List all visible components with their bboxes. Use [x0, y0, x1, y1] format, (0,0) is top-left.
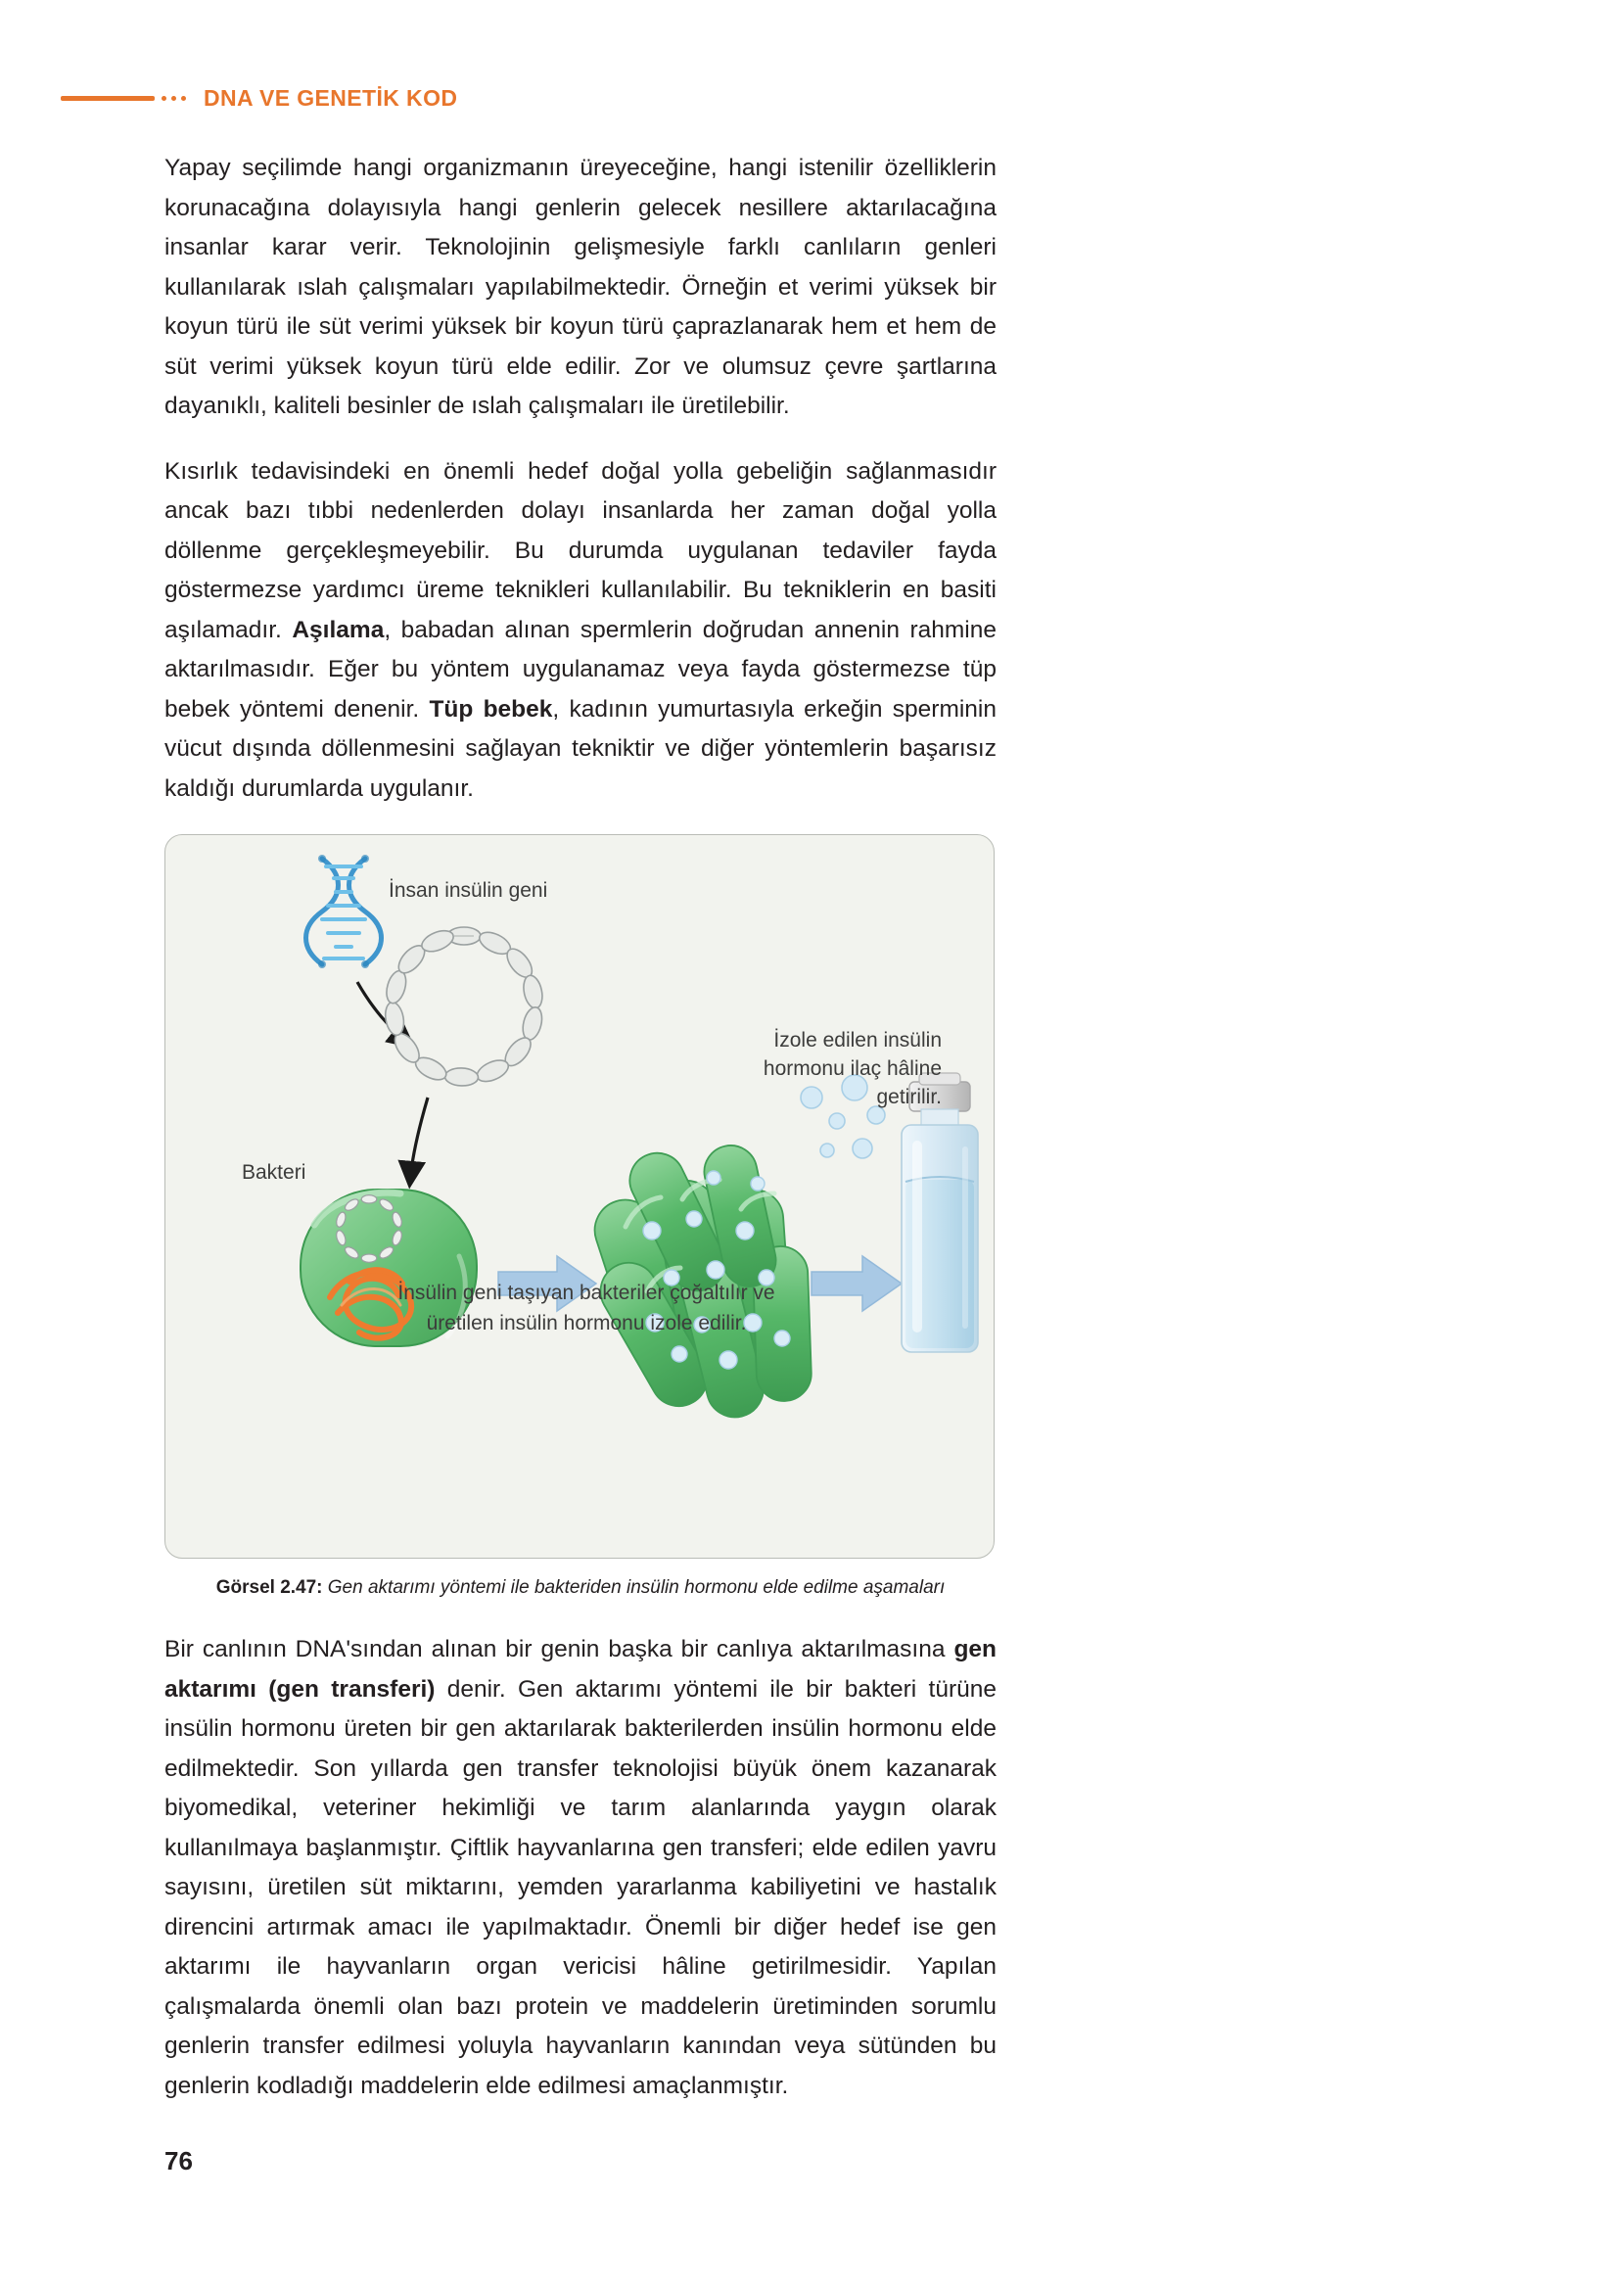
paragraph-3-part-b: denir. Gen aktarımı yöntemi ile bir bakteri türüne insülin hormonu üreten bir gen aktarılarak bakterilerden insülin hormonu elde edilmektedir. Son yıllarda gen transfer teknolojisi büyük önem kazanarak biyomedikal, veteriner hekimliği ve tarım alanlarında yaygın olarak kullanılmaya başlanmıştır. Çiftlik hayvanlarına gen transferi; elde edilen yavru sayısını, üretilen süt miktarını, yemden yararlanma kabiliyetini ve hastalık direncini artırmak amacı ile yapılmaktadır. Önemli bir diğer hedef ise gen aktarımı ile hayvanların organ vericisi hâline getirilmesidir. Yapılan çalışmalarda önemli olan bazı protein ve maddelerin üretiminden sorumlu genlerin transfer edilmesi yoluyla hayvanların kanından veya sütünden bu genlerin kodladığı maddelerin elde edilmesi amaçlanmıştır.: [164, 1675, 997, 2099]
paragraph-2-part-b: , babadan alınan spermlerin doğrudan annenin rahmine aktarılmasıdır. Eğer bu yöntem uygulanamaz veya fayda göstermezse tüp bebek yöntemi denenir.: [164, 616, 997, 723]
gene-transfer-diagram: [165, 835, 995, 1559]
dna-helix-icon: [306, 855, 382, 968]
arrow-plasmid-to-bacterium: [410, 1098, 428, 1180]
paragraph-1: Yapay seçilimde hangi organizmanın üreyeceğine, hangi istenilir özelliklerin korunacağına dolayısıyla hangi genlerin gelecek nesillere aktarılacağına insanlar karar verir. Teknolojinin gelişmesiyle farklı canlıların genleri kullanılarak ıslah çalışmaları yapılabilmektedir. Örneğin et verimi yüksek bir koyun türü ile süt verimi yüksek bir koyun türü çaprazlanarak hem et hem de süt verimi yüksek koyun türü elde edilir. Zor ve olumsuz çevre şartlarına dayanıklı, kaliteli besinler de ıslah çalışmaları ile üretilebilir.: [164, 155, 997, 419]
header-title: DNA VE GENETİK KOD: [204, 84, 458, 111]
paragraph-2: [164, 452, 997, 810]
paragraph-3: [164, 1630, 997, 2106]
figure-label-bottom: İnsülin geni taşıyan bakteriler çoğaltılır ve üretilen insülin hormonu izole edilir.: [397, 1282, 775, 1334]
paragraph-2-part-c: , kadının yumurtasıyla erkeğin sperminin vücut dışında döllenmesini sağlayan tekniktir ve diğer yöntemlerin başarısız kaldığı durumlarda uygulanır.: [164, 695, 997, 802]
running-header: [0, 80, 1624, 116]
content-column: [164, 149, 997, 2106]
figure-2-47: [164, 834, 997, 1601]
figure-caption-label: Görsel 2.47:: [215, 1577, 323, 1598]
term-tup-bebek: Tüp bebek: [429, 695, 553, 723]
figure-panel: [164, 834, 995, 1559]
paragraph-2-part-a: Kısırlık tedavisindeki en önemli hedef doğal yolla gebeliğin sağlanmasıdır ancak bazı tıbbi nedenlerden dolayı insanlarda her zaman doğal yolla döllenme gerçekleşmeyebilir. Bu durumda uygulanan tedaviler fayda göstermezse yardımcı üreme teknikleri kullanılabilir. Bu tekniklerin en basiti aşılamadır.: [164, 457, 997, 643]
plasmid-ring: [383, 927, 544, 1087]
figure-caption: [164, 1575, 997, 1601]
insulin-vial: [902, 1073, 978, 1352]
header-dots-icon: [162, 96, 186, 101]
figure-label-bacteria: Bakteri: [242, 1161, 306, 1184]
term-asilama: Aşılama: [292, 616, 385, 643]
figure-label-gene: İnsan insülin geni: [389, 879, 548, 902]
paragraph-3-part-a: Bir canlının DNA'sından alınan bir genin başka bir canlıya aktarılmasına: [164, 1636, 954, 1662]
figure-label-isolate: İzole edilen insülin hormonu ilaç hâline getirilir.: [763, 1029, 942, 1108]
figure-caption-text: Gen aktarımı yöntemi ile bakteriden insülin hormonu elde edilme aşamaları: [327, 1577, 946, 1598]
page-number: 76: [164, 2146, 193, 2175]
header-rule: [61, 96, 155, 101]
process-arrow-2: [812, 1256, 902, 1311]
term-gen-aktarimi: gen aktarımı (gen transferi): [164, 1636, 997, 1703]
